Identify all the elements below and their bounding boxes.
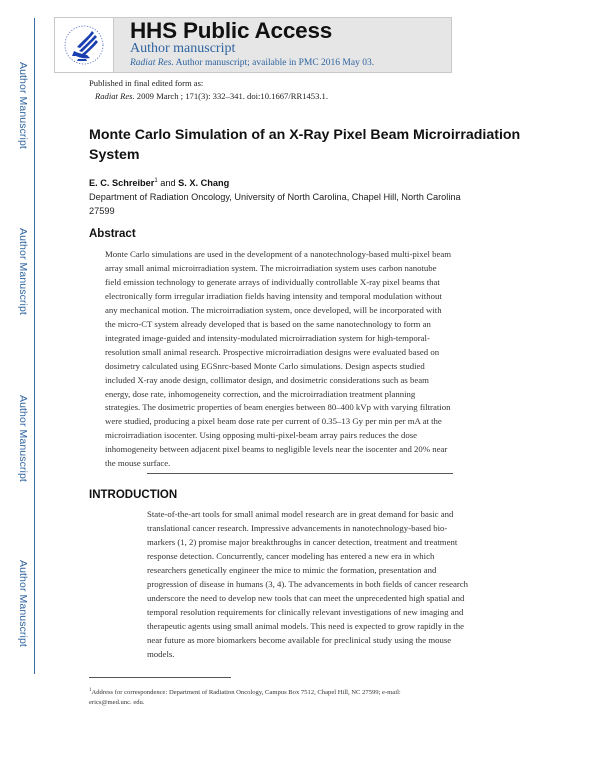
article-title: [89, 125, 529, 165]
hhs-eagle-logo-icon: [60, 21, 108, 69]
intro-line: models.: [147, 648, 175, 659]
title-line: System: [89, 147, 140, 163]
intro-line: therapeutic agents using small animal models. This need is expected to grow rapidly in the: [147, 620, 464, 631]
abstract-line: strategies. The dosimetric properties of beam energies between 80–400 kVp with varying filtration: [105, 402, 451, 413]
intro-line: researchers genetically engineer the mice to mimic the formation, presentation and: [147, 564, 437, 575]
abstract-line: were studied, producing a pixel beam dose rate per current of 0.35–13 Gy per min per mA at the: [105, 416, 442, 427]
author-list: [89, 178, 229, 188]
introduction-body: [147, 508, 547, 661]
footnote: [89, 686, 509, 707]
author-name: E. C. Schreiber: [89, 178, 155, 189]
author-name: S. X. Chang: [178, 178, 230, 189]
author-manuscript-side-label: Author Manuscript: [17, 560, 29, 647]
availability-text: Author manuscript; available in PMC 2016 May 03.: [173, 58, 375, 68]
affiliation-line: 27599: [89, 205, 115, 216]
hhs-public-access-title: HHS Public Access: [130, 18, 333, 43]
intro-line: State-of-the-art tools for small animal model research are in great demand for basic and: [147, 509, 454, 519]
abstract-line: energy, dose rate, inhomogeneity correction, and the microirradiation treatment planning: [105, 388, 416, 399]
intro-line: temporal resolution requirements for clinically relevant investigations of new imaging and: [147, 606, 464, 617]
author-manuscript-side-label: Author Manuscript: [17, 228, 29, 315]
margin-rule: [34, 18, 35, 674]
intro-line: underscore the need to develop new tools that can meet the unprecedented high spatial and: [147, 592, 465, 603]
author-manuscript-subtitle: Author manuscript: [130, 41, 236, 56]
footnote-email[interactable]: erics@med.unc. edu.: [89, 698, 145, 706]
intro-line: translational cancer research. Impressive advancements in nanotechnology-based bio-: [147, 522, 448, 533]
footnote-line: [89, 686, 509, 698]
abstract-line: array small animal microirradiation system. The microirradiation system uses carbon nanotube: [105, 262, 437, 273]
intro-line: progression of disease in humans (3, 4). The advancements in both fields of cancer research: [147, 578, 469, 589]
citation-details: 2009 March ; 171(3): 332–341. doi:10.1667/RR1453.1.: [134, 91, 328, 101]
abstract-body: [105, 248, 505, 471]
author-conjunction: and: [157, 178, 179, 189]
footnote-divider: [89, 677, 231, 678]
journal-name: Radiat Res.: [95, 91, 135, 101]
abstract-line: electronically form irregular irradiation fields having intensity and temporal modulation without: [105, 290, 442, 301]
abstract-line: included X-ray anode design, collimator design, and dosimetric considerations such as beam: [105, 374, 429, 385]
title-line: Monte Carlo Simulation of an X-Ray Pixel Beam Microirradiation: [89, 127, 521, 143]
intro-line: near future as more biomarkers become available for preclinical study using the mouse: [147, 634, 452, 645]
author-manuscript-side-label: Author Manuscript: [17, 395, 29, 482]
author-manuscript-side-label: Author Manuscript: [17, 62, 29, 149]
abstract-line: field emission technology to generate arrays of individually controllable X-ray pixel beams that: [105, 276, 440, 287]
footnote-marker: 1: [89, 688, 92, 693]
abstract-line: microirradiation isocenter. Using opposing multi-pixel-beam array pairs reduces the dose: [105, 430, 417, 441]
availability-line: [130, 58, 374, 68]
abstract-line: the mouse surface.: [105, 458, 171, 469]
abstract-line: resolution small animal research. Prospective microirradiation designs were evaluated based on: [105, 346, 440, 357]
published-form-label: Published in final edited form as:: [89, 78, 204, 88]
abstract-line: Monte Carlo simulations are used in the development of a nanotechnology-based multi-pixel beam: [105, 249, 452, 259]
abstract-line: integrated image-guided and intensity-modulated microirradiation system for high-temporal-: [105, 332, 430, 343]
citation-line: [95, 91, 328, 101]
abstract-line: any mechanical motion. The microirradiation system, once developed, will be incorporated with: [105, 304, 442, 315]
abstract-heading: Abstract: [89, 228, 136, 240]
abstract-divider: [147, 473, 453, 474]
abstract-line: dosimetry calculated using EGSnrc-based Monte Carlo simulations. Design aspects studied: [105, 360, 425, 371]
introduction-heading: INTRODUCTION: [89, 489, 178, 501]
intro-line: markers (1, 2) promise major breakthroughs in cancer detection, treatment and treatment: [147, 536, 458, 547]
footnote-marker[interactable]: 1: [154, 178, 158, 184]
abstract-line: inhomogeneity between adjacent pixel beams to negligible levels near the isocenter and 20% near: [105, 444, 448, 455]
journal-name: Radiat Res.: [130, 58, 174, 68]
footnote-text: Address for correspondence: Department of Radiation Oncology, Campus Box 7512, Chapel Hill, NC 27599; e-mail:: [91, 689, 401, 697]
intro-line: response detection. Concurrently, cancer modeling has entered a new era in which: [147, 550, 435, 561]
abstract-line: the micro-CT system already developed that is based on the same nanotechnology to form an: [105, 318, 431, 329]
affiliation: [89, 191, 509, 218]
affiliation-line: Department of Radiation Oncology, University of North Carolina, Chapel Hill, North Carolina: [89, 192, 461, 202]
